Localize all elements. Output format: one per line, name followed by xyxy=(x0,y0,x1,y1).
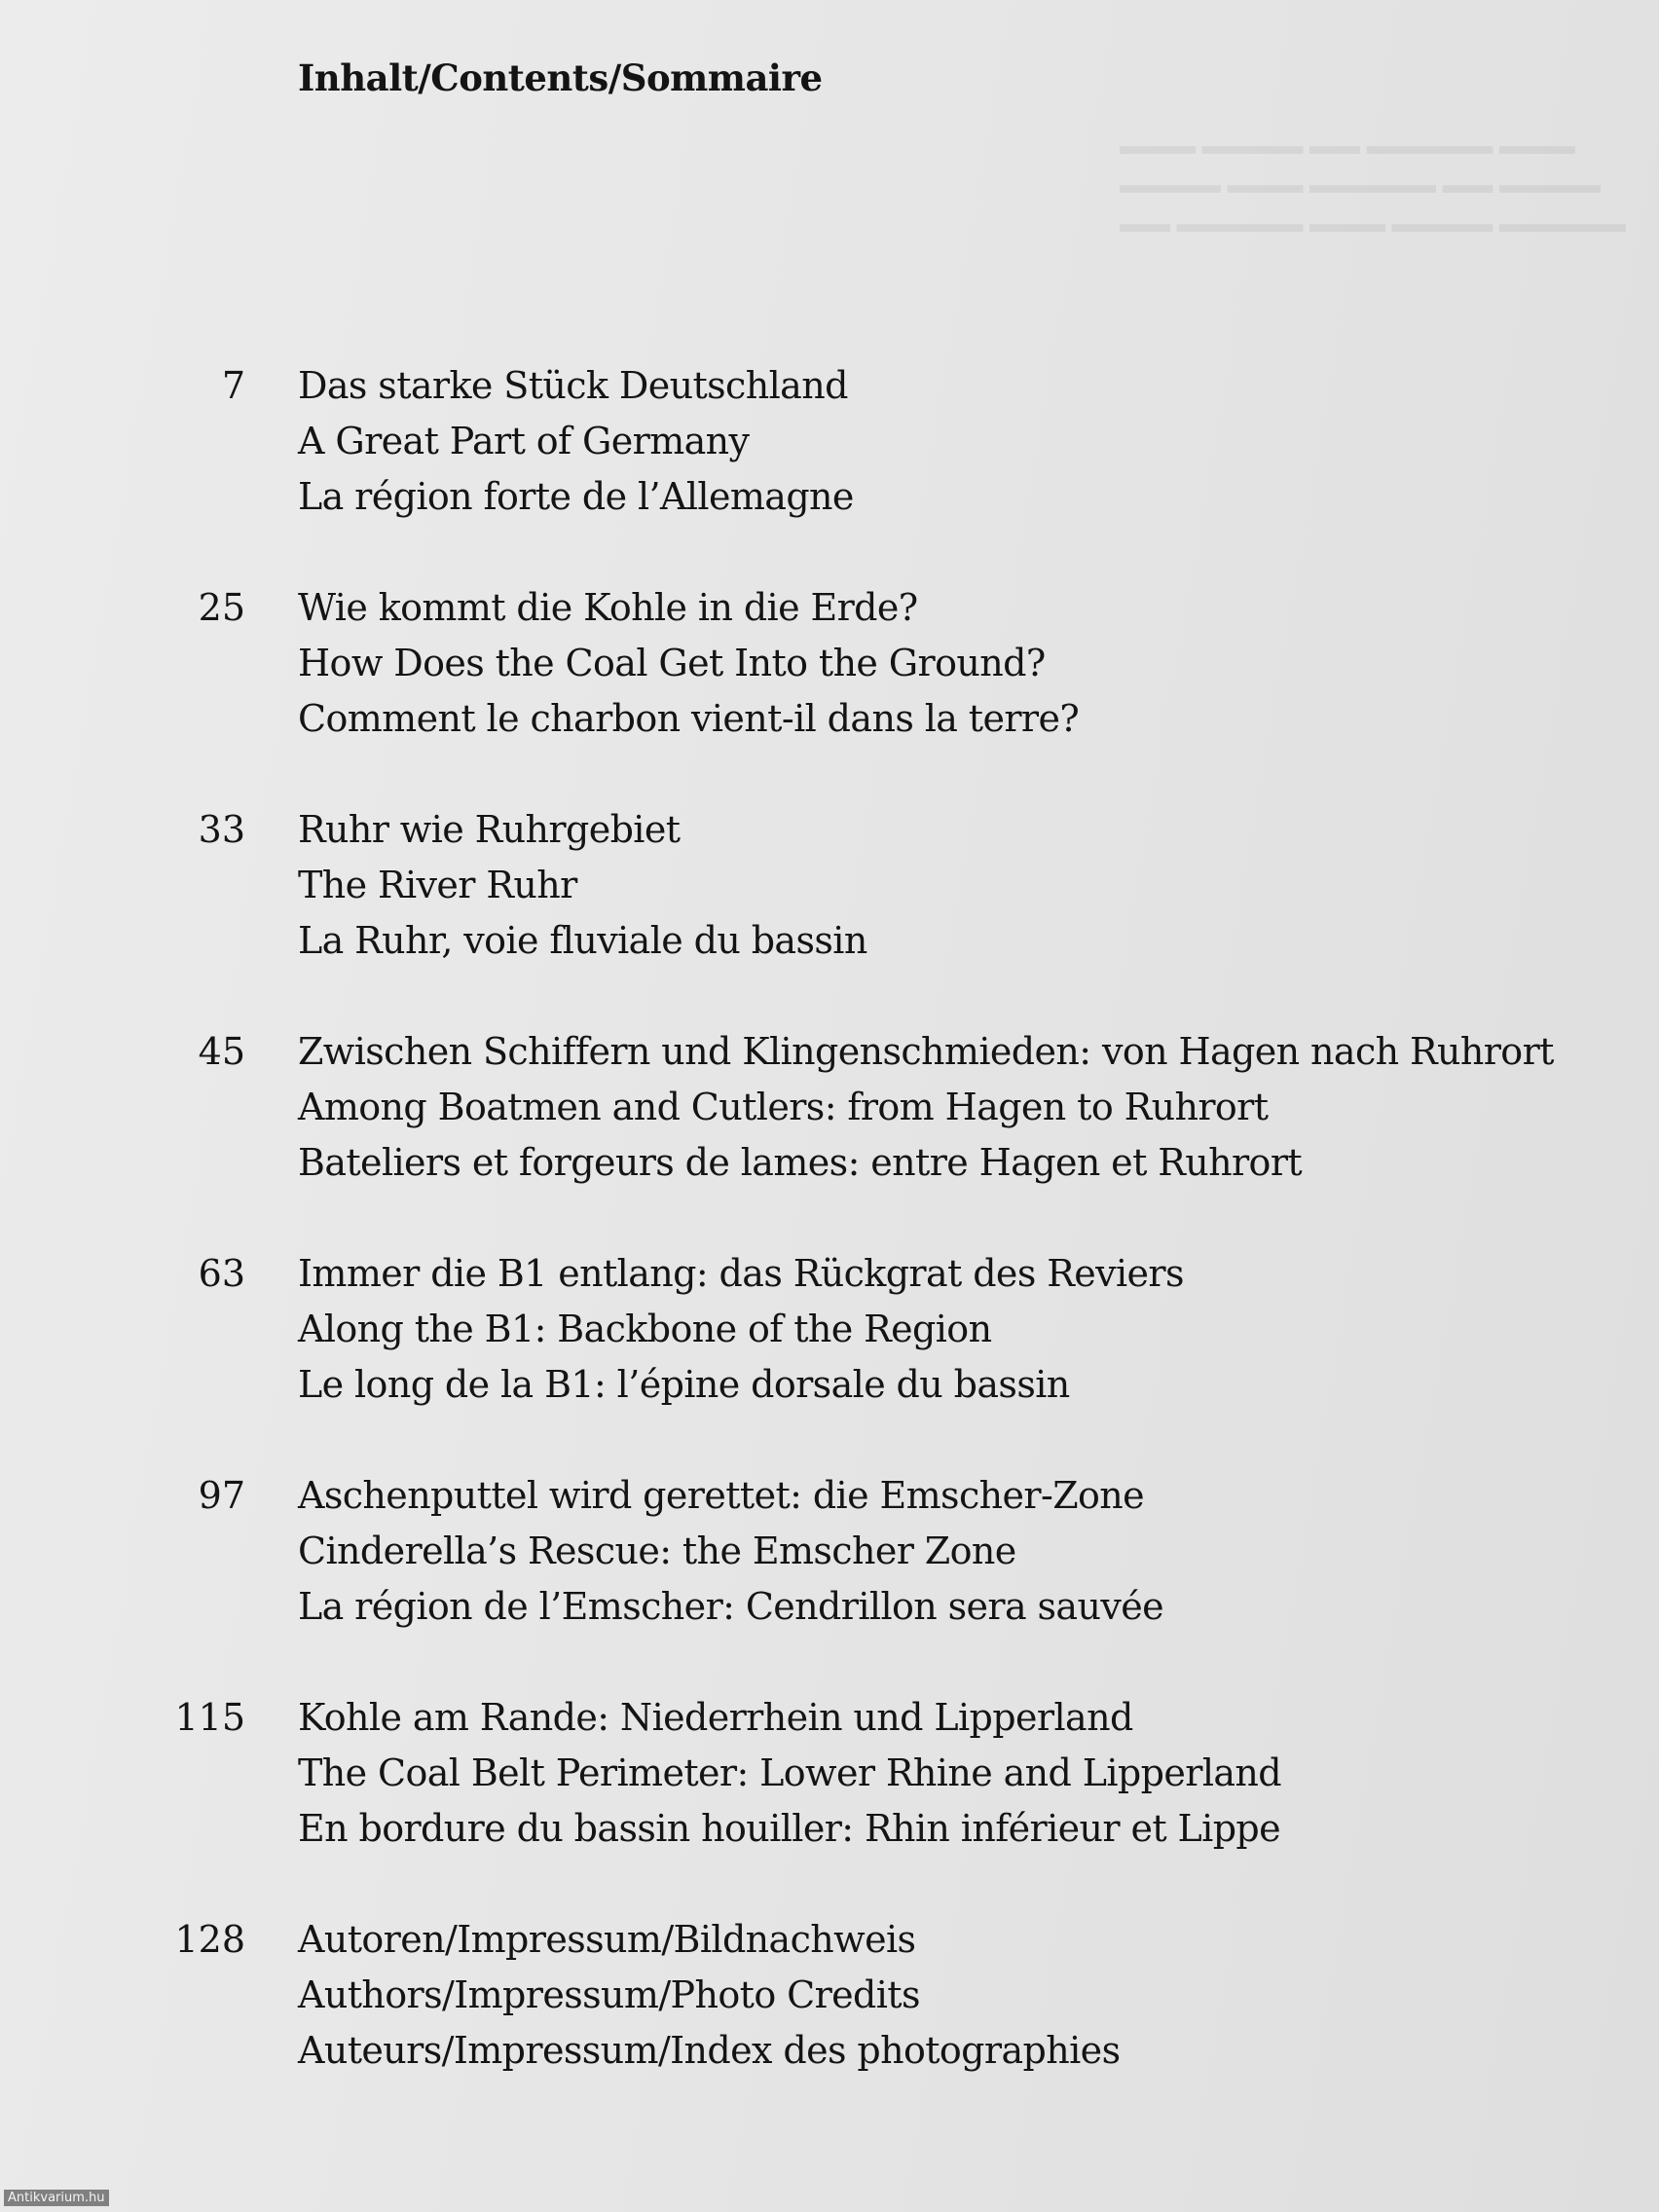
toc-title-english: The Coal Belt Perimeter: Lower Rhine and Lipperland xyxy=(298,1751,1282,1794)
toc-title-english: The River Ruhr xyxy=(298,864,577,906)
toc-title-french: Comment le charbon vient-il dans la terre? xyxy=(298,697,1080,740)
bleed-through-text: ▬▬▬ ▬▬▬▬ ▬▬ ▬▬▬▬▬ ▬▬▬ ▬▬▬▬ ▬▬▬ ▬▬▬▬▬ ▬▬ ▬▬▬▬ ▬▬ ▬▬▬▬▬ ▬▬▬ ▬▬▬▬ ▬▬▬▬▬ xyxy=(1120,131,1626,238)
toc-page-number: 128 xyxy=(174,1918,245,1961)
toc-titles xyxy=(298,1468,1641,1635)
toc-title-german: Kohle am Rande: Niederrhein und Lipperland xyxy=(298,1696,1133,1739)
toc-title-english: How Does the Coal Get Into the Ground? xyxy=(298,642,1046,684)
toc-title-french: La région de l’Emscher: Cendrillon sera sauvée xyxy=(298,1585,1164,1628)
table-of-contents xyxy=(0,358,1659,2134)
toc-entry xyxy=(0,580,1659,802)
toc-entry xyxy=(0,1912,1659,2134)
toc-title-german: Das starke Stück Deutschland xyxy=(298,364,848,407)
toc-titles xyxy=(298,1024,1641,1191)
toc-title-french: La Ruhr, voie fluviale du bassin xyxy=(298,919,867,962)
toc-title-english: A Great Part of Germany xyxy=(298,420,750,462)
toc-titles xyxy=(298,802,1641,969)
toc-title-german: Ruhr wie Ruhrgebiet xyxy=(298,808,681,851)
toc-titles xyxy=(298,1912,1641,2079)
page-title: Inhalt/Contents/Sommaire xyxy=(298,56,823,99)
toc-entry xyxy=(0,802,1659,1024)
toc-titles xyxy=(298,1246,1641,1413)
toc-title-french: Bateliers et forgeurs de lames: entre Hagen et Ruhrort xyxy=(298,1141,1303,1184)
toc-title-english: Among Boatmen and Cutlers: from Hagen to Ruhrort xyxy=(298,1086,1269,1128)
toc-title-french: Le long de la B1: l’épine dorsale du bassin xyxy=(298,1363,1070,1406)
toc-page-number: 45 xyxy=(198,1030,245,1073)
toc-entry xyxy=(0,1024,1659,1246)
toc-title-french: En bordure du bassin houiller: Rhin inférieur et Lippe xyxy=(298,1807,1281,1850)
toc-page-number: 97 xyxy=(198,1474,245,1517)
toc-entry xyxy=(0,358,1659,580)
toc-title-french: La région forte de l’Allemagne xyxy=(298,475,854,518)
toc-entry xyxy=(0,1468,1659,1690)
toc-entry xyxy=(0,1246,1659,1468)
toc-title-german: Wie kommt die Kohle in die Erde? xyxy=(298,586,918,629)
toc-title-german: Zwischen Schiffern und Klingenschmieden: von Hagen nach Ruhrort xyxy=(298,1030,1554,1073)
toc-title-german: Aschenputtel wird gerettet: die Emscher-Zone xyxy=(298,1474,1145,1517)
toc-page-number: 7 xyxy=(221,364,245,407)
toc-page-number: 63 xyxy=(198,1252,245,1295)
toc-title-german: Immer die B1 entlang: das Rückgrat des Reviers xyxy=(298,1252,1184,1295)
toc-page-number: 25 xyxy=(198,586,245,629)
toc-titles xyxy=(298,1690,1641,1857)
toc-title-french: Auteurs/Impressum/Index des photographies xyxy=(298,2029,1121,2072)
toc-titles xyxy=(298,580,1641,747)
toc-title-english: Along the B1: Backbone of the Region xyxy=(298,1308,992,1350)
toc-page-number: 33 xyxy=(198,808,245,851)
toc-entry xyxy=(0,1690,1659,1912)
toc-page-number: 115 xyxy=(174,1696,245,1739)
toc-title-english: Authors/Impressum/Photo Credits xyxy=(298,1973,920,2016)
toc-title-german: Autoren/Impressum/Bildnachweis xyxy=(298,1918,916,1961)
toc-titles xyxy=(298,358,1641,525)
watermark: Antikvarium.hu xyxy=(4,2190,109,2206)
toc-title-english: Cinderella’s Rescue: the Emscher Zone xyxy=(298,1530,1016,1572)
